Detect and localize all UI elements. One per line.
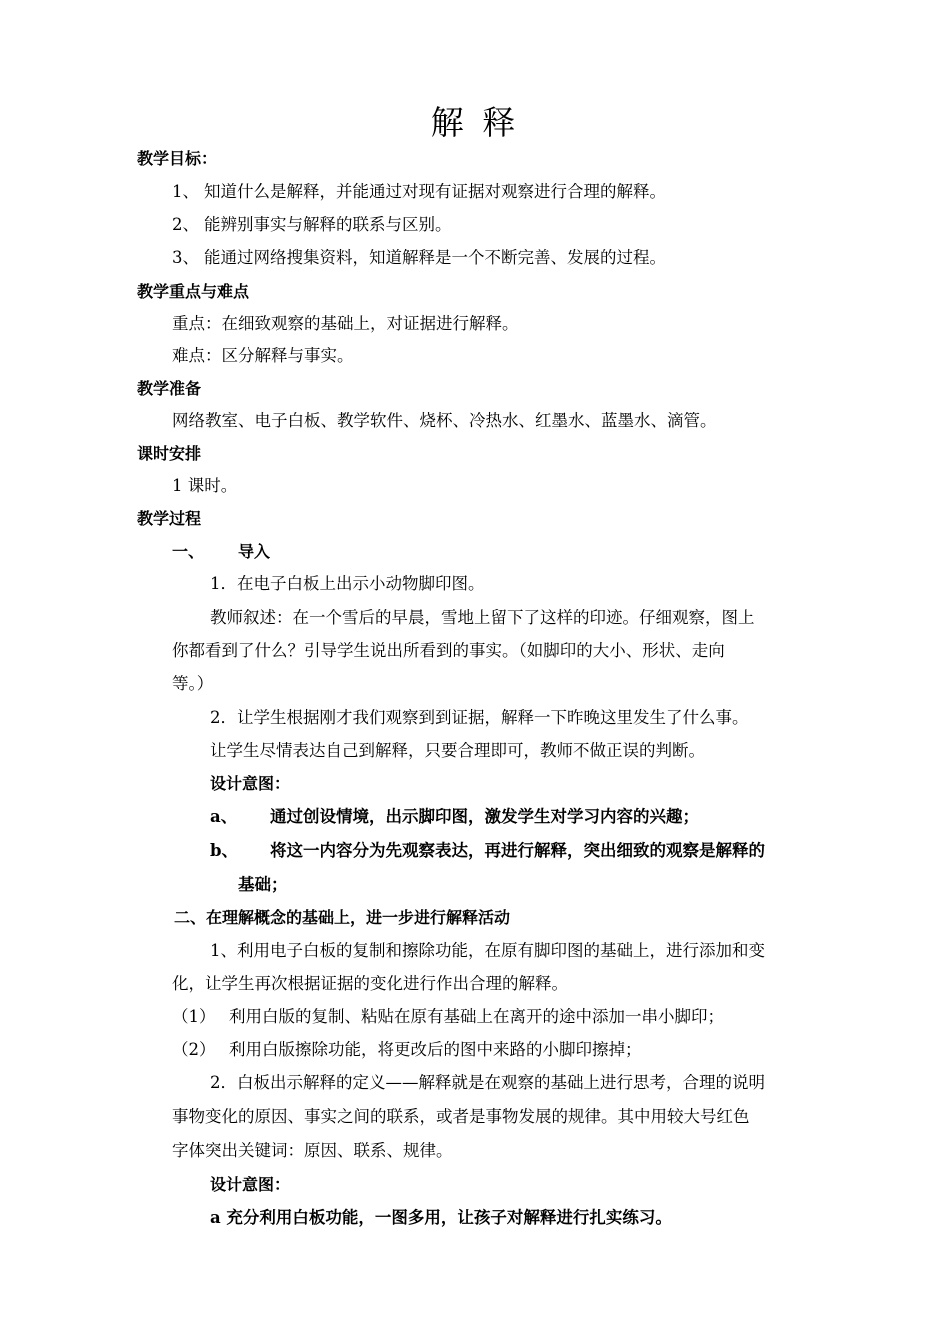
focus-text: 重点：在细致观察的基础上，对证据进行解释。	[172, 314, 519, 333]
goal-text: 能辨别事实与解释的联系与区别。	[204, 215, 452, 234]
goals-heading: 教学目标：	[137, 149, 218, 168]
preparation-text: 网络教室、电子白板、教学软件、烧杯、冷热水、红墨水、蓝墨水、滴管。	[172, 411, 717, 430]
section-2-para-2-line-1: 2．白板出示解释的定义——解释就是在观察的基础上进行思考，合理的说明	[210, 1073, 765, 1092]
goal-number: 3、	[172, 248, 199, 267]
design-intent-a	[210, 806, 699, 828]
process-heading: 教学过程	[137, 509, 202, 528]
goal-item-3	[172, 247, 666, 269]
goal-text: 能通过网络搜集资料，知道解释是一个不断完善、发展的过程。	[204, 248, 666, 267]
schedule-text: 1 课时。	[172, 476, 238, 495]
sub-item-1	[172, 1006, 724, 1028]
design-intent-b-continued: 基础；	[238, 875, 288, 894]
design-intent-label: b、	[210, 841, 239, 860]
sub-item-2	[172, 1039, 642, 1061]
section-number: 一、	[172, 542, 205, 561]
goal-number: 2、	[172, 215, 199, 234]
section-1-step-2-note: 让学生尽情表达自己到解释，只要合理即可，教师不做正误的判断。	[210, 741, 705, 760]
sub-item-text: 利用白版擦除功能，将更改后的图中来路的小脚印擦掉；	[229, 1040, 642, 1059]
section-2-para-1-line-1: 1、利用电子白板的复制和擦除功能，在原有脚印图的基础上，进行添加和变	[210, 941, 765, 960]
key-points-heading: 教学重点与难点	[137, 282, 250, 301]
section-2-para-2-line-3: 字体突出关键词：原因、联系、规律。	[172, 1141, 453, 1160]
section-1-step-1: 1．在电子白板上出示小动物脚印图。	[210, 574, 485, 593]
section-1-step-2: 2．让学生根据刚才我们观察到到证据，解释一下昨晚这里发生了什么事。	[210, 708, 749, 727]
design-intent-2-a: a 充分利用白板功能，一图多用，让孩子对解释进行扎实练习。	[210, 1208, 672, 1227]
page-title: 解 释	[430, 103, 520, 142]
goal-text: 知道什么是解释，并能通过对现有证据对观察进行合理的解释。	[204, 182, 666, 201]
narration-line-2: 你都看到了什么？引导学生说出所看到的事实。（如脚印的大小、形状、走向	[172, 641, 725, 660]
goal-item-1	[172, 181, 666, 203]
narration-line-1: 教师叙述：在一个雪后的早晨，雪地上留下了这样的印迹。仔细观察，图上	[210, 608, 755, 627]
section-2-para-2-line-2: 事物变化的原因、事实之间的联系，或者是事物发展的规律。其中用较大号红色	[172, 1107, 750, 1126]
design-intent-label: a、	[210, 807, 238, 826]
sub-item-text: 利用白版的复制、粘贴在原有基础上在离开的途中添加一串小脚印；	[229, 1007, 724, 1026]
design-intent-text: 将这一内容分为先观察表达，再进行解释，突出细致的观察是解释的	[270, 841, 765, 860]
section-1-heading	[172, 541, 271, 563]
design-intent-b	[210, 840, 765, 862]
goal-number: 1、	[172, 182, 199, 201]
design-intent-text: 通过创设情境，出示脚印图，激发学生对学习内容的兴趣；	[270, 807, 699, 826]
section-2-para-1-line-2: 化，让学生再次根据证据的变化进行作出合理的解释。	[172, 974, 568, 993]
schedule-heading: 课时安排	[137, 444, 202, 463]
narration-line-3: 等。）	[172, 674, 214, 693]
goal-item-2	[172, 214, 452, 236]
section-title: 导入	[238, 542, 271, 561]
difficulty-text: 难点：区分解释与事实。	[172, 346, 354, 365]
preparation-heading: 教学准备	[137, 379, 202, 398]
design-intent-heading-2: 设计意图：	[210, 1175, 291, 1194]
sub-item-label: （1）	[172, 1007, 216, 1026]
sub-item-label: （2）	[172, 1040, 216, 1059]
section-2-heading: 二、在理解概念的基础上，进一步进行解释活动	[174, 908, 511, 927]
design-intent-heading-1: 设计意图：	[210, 774, 291, 793]
